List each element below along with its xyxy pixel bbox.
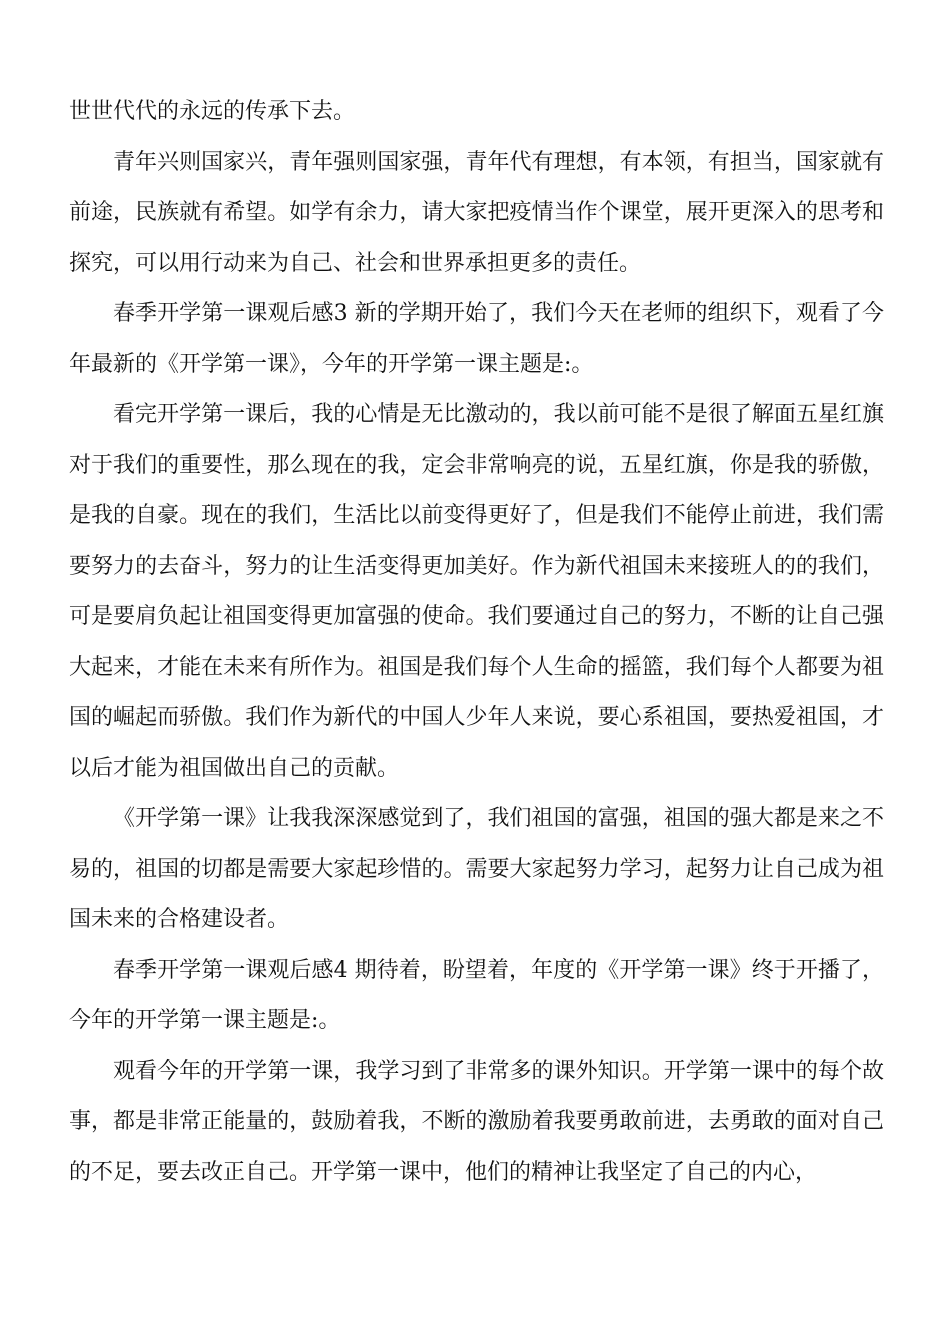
paragraph-6: 春季开学第一课观后感4 期待着，盼望着，年度的《开学第一课》终于开播了，今年的开学第一课主题是:。 <box>69 957 884 1033</box>
paragraph-4: 看完开学第一课后，我的心情是无比激动的，我以前可能不是很了解面五星红旗对于我们的重要性，那么现在的我，定会非常响亮的说，五星红旗，你是我的骄傲，是我的自豪。现在的我们，生活比以前变得更好了，但是我们不能停止前进，我们需要努力的去奋斗，努力的让生活变得更加美好。作为新代祖国未来接班人的的我们，可是要肩负起让祖国变得更加富强的使命。我们要通过自己的努力，不断的让自己强大起来，才能在未来有所作为。祖国是我们每个人生命的摇篮，我们每个人都要为祖国的崛起而骄傲。我们作为新代的中国人少年人来说，要心系祖国，要热爱祖国，才以后才能为祖国做出自己的贡献。 <box>69 402 884 781</box>
paragraph-2: 青年兴则国家兴，青年强则国家强，青年代有理想，有本领，有担当，国家就有前途，民族就有希望。如学有余力，请大家把疫情当作个课堂，展开更深入的思考和探究，可以用行动来为自己、社会和世界承担更多的责任。 <box>69 149 884 276</box>
paragraph-7: 观看今年的开学第一课，我学习到了非常多的课外知识。开学第一课中的每个故事，都是非常正能量的，鼓励着我，不断的激励着我要勇敢前进，去勇敢的面对自己的不足，要去改正自己。开学第一课中，他们的精神让我坚定了自己的内心， <box>69 1058 884 1185</box>
body-text <box>69 87 884 1198</box>
paragraph-5: 《开学第一课》让我我深深感觉到了，我们祖国的富强，祖国的强大都是来之不易的，祖国的切都是需要大家起珍惜的。需要大家起努力学习，起努力让自己成为祖国未来的合格建设者。 <box>69 806 884 932</box>
paragraph-3: 春季开学第一课观后感3 新的学期开始了，我们今天在老师的组织下，观看了今年最新的《开学第一课》，今年的开学第一课主题是:。 <box>69 301 884 377</box>
paragraph-1: 世世代代的永远的传承下去。 <box>69 99 356 124</box>
